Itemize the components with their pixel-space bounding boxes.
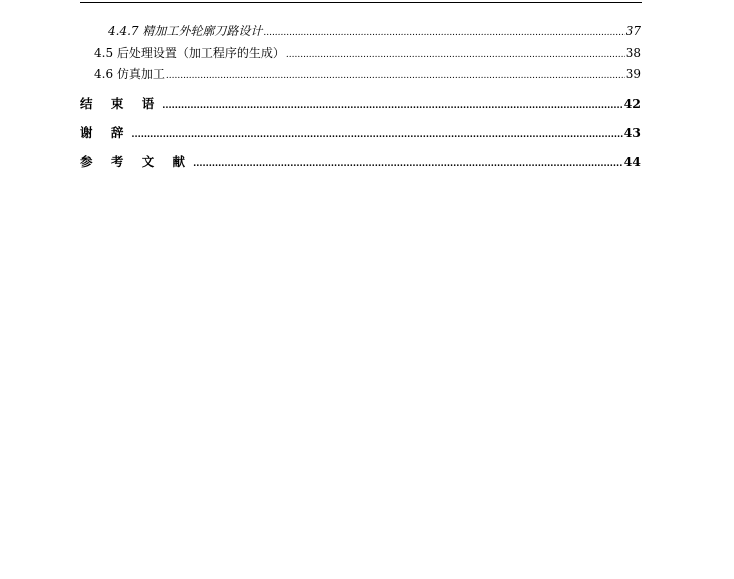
toc-entry-page: 37 <box>625 24 641 38</box>
toc-leader-dots <box>162 101 622 111</box>
toc-entry-label: 4.5 后处理设置（加工程序的生成） <box>94 46 285 60</box>
toc-entry-page: 44 <box>623 154 641 169</box>
toc-entry-acknowledgements[interactable] <box>80 123 641 141</box>
toc-leader-dots <box>286 50 625 60</box>
toc-entry-4-5[interactable] <box>94 44 641 61</box>
toc-entry-conclusion[interactable] <box>80 94 641 112</box>
toc-entry-page: 38 <box>625 46 641 60</box>
header-rule <box>80 2 642 3</box>
toc-entry-4-6[interactable] <box>94 65 641 82</box>
toc-entry-label: 4.6 仿真加工 <box>94 67 165 81</box>
toc-leader-dots <box>131 130 622 140</box>
toc-leader-dots <box>166 71 625 81</box>
toc-entry-4-4-7[interactable] <box>108 22 641 39</box>
toc-entry-page: 43 <box>623 125 641 140</box>
toc-entry-label: 结 束 语 <box>80 96 162 111</box>
toc-entry-page: 42 <box>623 96 641 111</box>
toc-entry-label: 参 考 文 献 <box>80 154 193 169</box>
toc-entry-label: 4.4.7 精加工外轮廓刀路设计 <box>108 24 263 38</box>
toc-leader-dots <box>193 159 623 169</box>
toc-entry-label: 谢 辞 <box>80 125 131 140</box>
toc-entry-references[interactable] <box>80 152 641 170</box>
toc-leader-dots <box>263 28 624 38</box>
toc-entry-page: 39 <box>625 67 641 81</box>
